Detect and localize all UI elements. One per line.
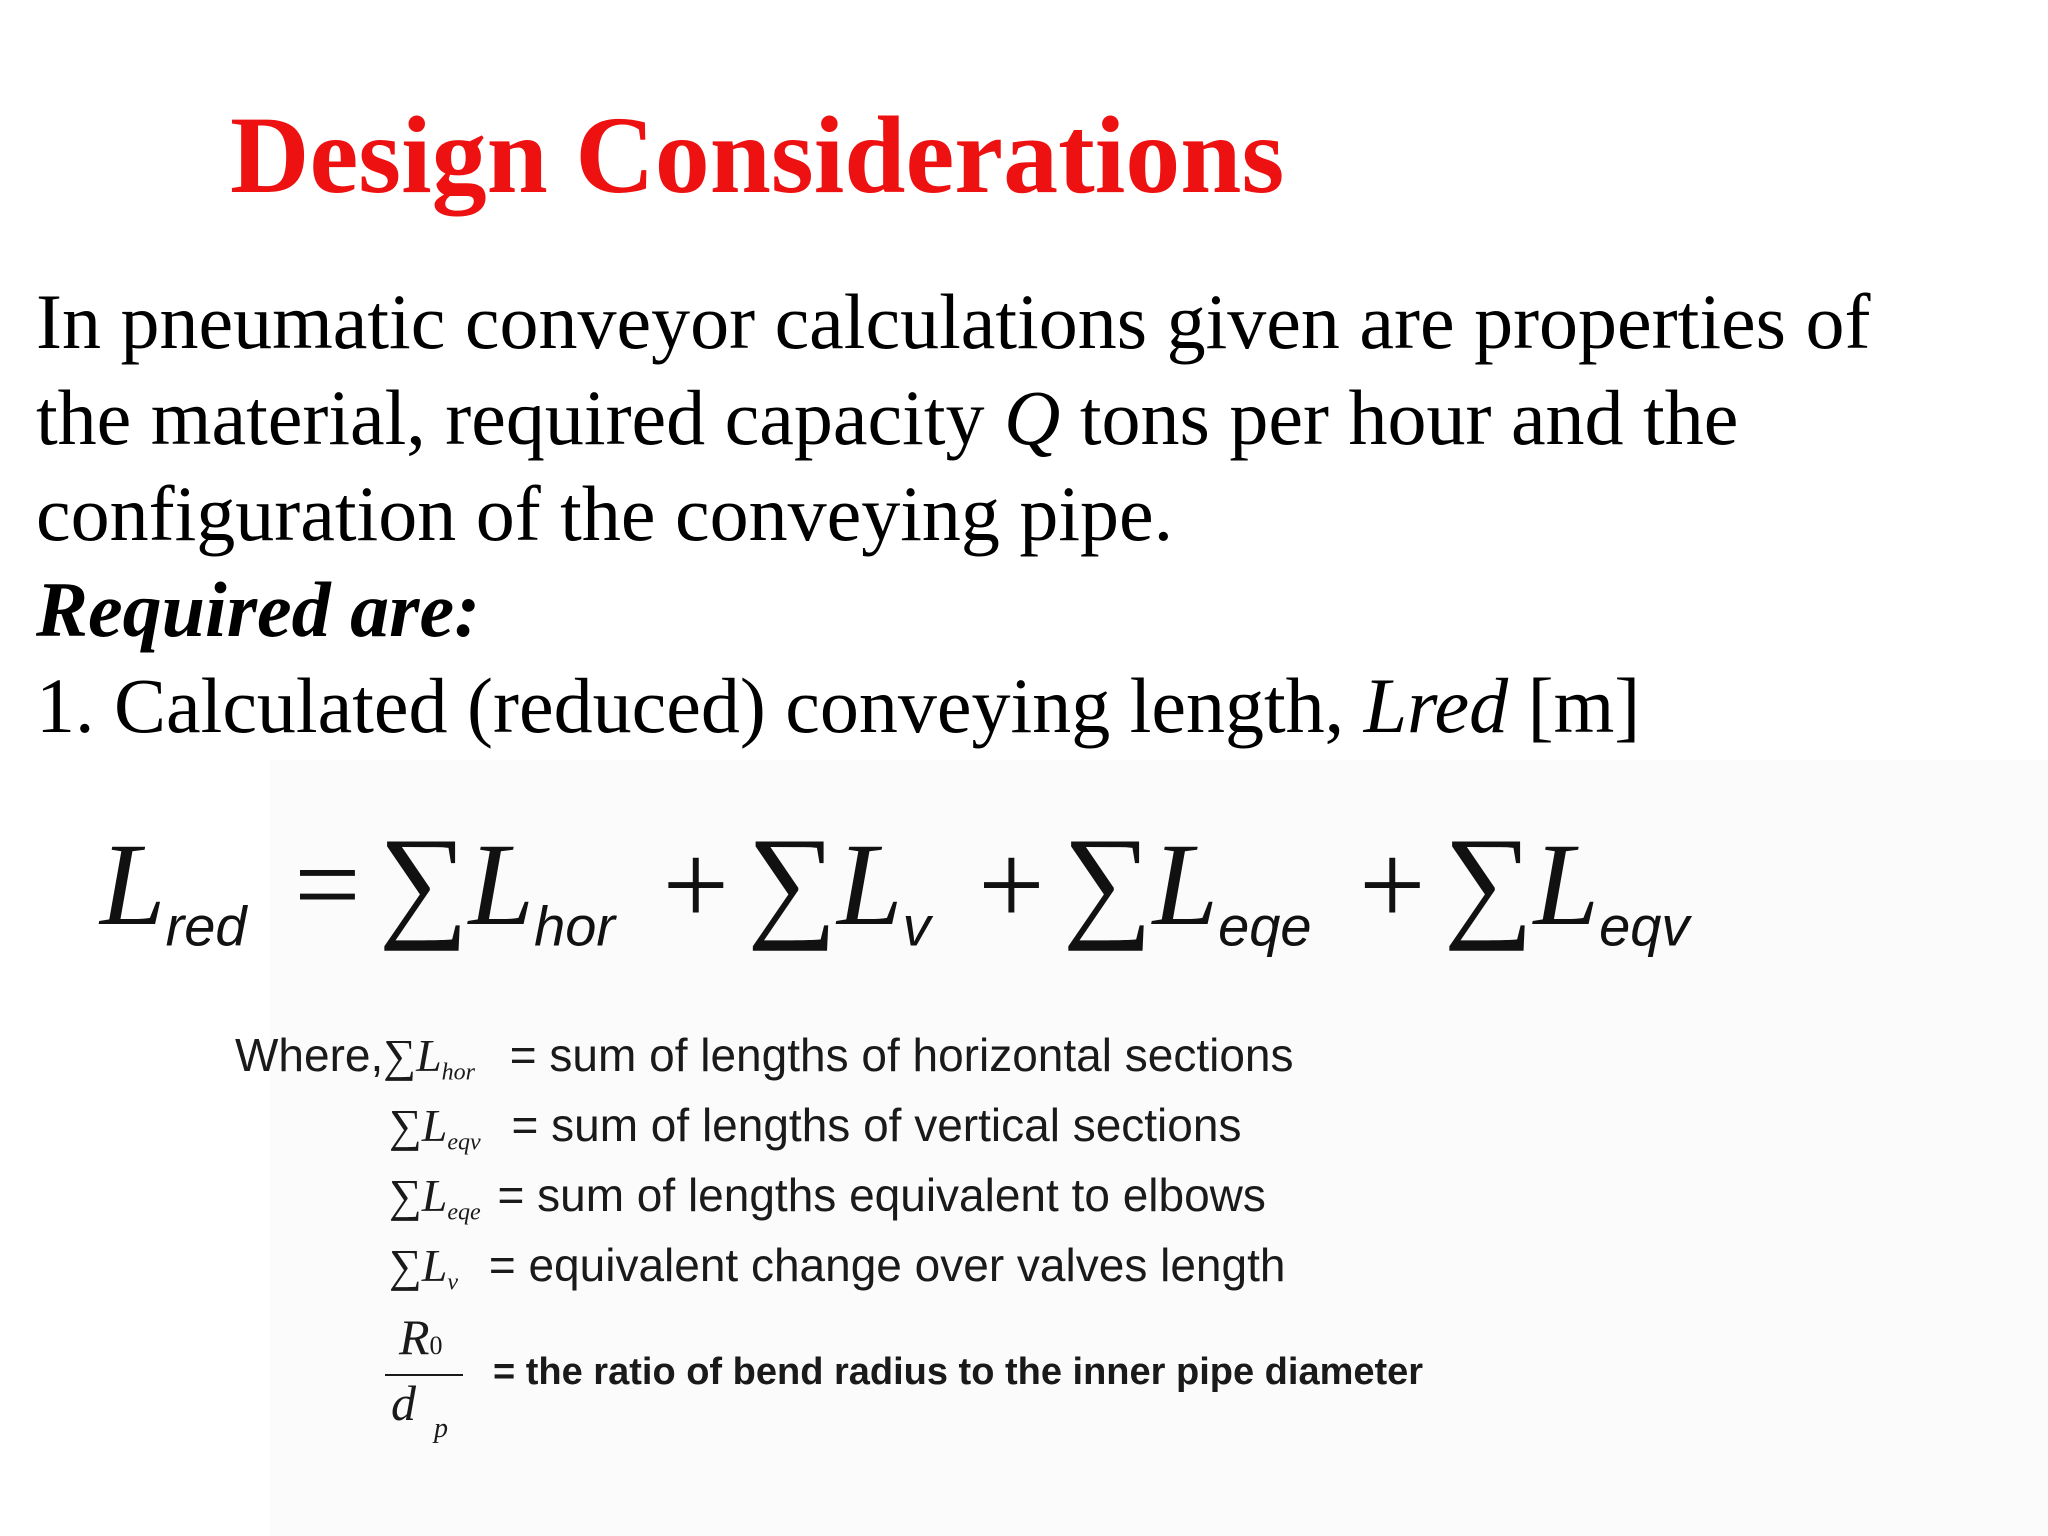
eq-term-3-sub: eqe (1218, 894, 1312, 958)
capacity-symbol: Q (1004, 374, 1061, 461)
eq-term-1-sub: hor (534, 894, 616, 958)
eq-term-3-symbol: L (1152, 819, 1219, 950)
eq-sigma-4: ∑ (1443, 813, 1534, 952)
title-text: Design Considerations (230, 94, 1285, 216)
numerator-subscript: 0 (429, 1331, 443, 1360)
eq-term-1-symbol: L (468, 819, 535, 950)
definition-row-valves (389, 1238, 1285, 1296)
eq-sigma-3: ∑ (1062, 813, 1153, 952)
sigma-symbol: ∑ (389, 1240, 422, 1291)
definition-row-elbows (389, 1168, 1266, 1226)
denominator-subscript: p (434, 1412, 448, 1444)
length-subscript: eqe (447, 1199, 481, 1226)
where-label: Where, (235, 1029, 384, 1081)
length-subscript: hor (441, 1059, 475, 1086)
sigma-symbol: ∑ (383, 1030, 417, 1081)
item-1-unit: [m] (1527, 662, 1641, 749)
item-1 (36, 658, 2026, 754)
definition-text: = sum of lengths of vertical sections (511, 1099, 1242, 1151)
paragraph-line-3: configuration of the conveying pipe. (36, 470, 1174, 557)
eq-sigma-2: ∑ (747, 813, 837, 952)
eq-term-2-symbol: L (836, 819, 903, 950)
eq-lhs-symbol: L (100, 819, 166, 950)
eq-lhs-sub: red (165, 894, 247, 958)
definition-row-horizontal (235, 1028, 1294, 1086)
sigma-symbol: ∑ (389, 1100, 422, 1151)
length-subscript: v (447, 1269, 459, 1296)
length-symbol: L (416, 1030, 442, 1081)
item-1-symbol: Lred (1363, 662, 1509, 749)
definition-text: = equivalent change over valves length (488, 1239, 1286, 1291)
definition-text: = sum of lengths of horizontal sections (509, 1029, 1294, 1081)
bend-ratio-fraction (385, 1308, 465, 1444)
denominator-symbol: d (391, 1375, 416, 1431)
length-subscript: eqv (447, 1129, 481, 1156)
eq-sigma-1: ∑ (378, 813, 469, 952)
fraction-denominator (391, 1374, 448, 1445)
length-symbol: L (421, 1240, 448, 1291)
length-symbol: L (421, 1170, 448, 1221)
eq-term-2-sub: v (902, 894, 931, 958)
eq-plus-2: + (978, 819, 1045, 950)
eq-term-4-sub: eqv (1599, 894, 1690, 958)
length-symbol: L (421, 1100, 448, 1151)
eq-equals: = (294, 819, 361, 950)
fraction-numerator (399, 1308, 443, 1366)
reduced-length-equation (100, 813, 1690, 958)
paragraph-line-2-start: the material, required capacity (36, 374, 985, 461)
page-title (230, 94, 1285, 216)
eq-plus-3: + (1359, 819, 1426, 950)
sigma-symbol: ∑ (389, 1170, 422, 1221)
item-1-prefix: 1. Calculated (reduced) conveying length, (36, 662, 1345, 749)
eq-plus-1: + (662, 819, 730, 950)
required-heading: Required are: (36, 566, 481, 653)
definition-row-vertical (389, 1098, 1241, 1156)
paragraph-line-1: In pneumatic conveyor calculations given are properties of (36, 278, 1871, 365)
bend-ratio-description: = the ratio of bend radius to the inner pipe diameter (493, 1351, 1424, 1393)
eq-term-4-symbol: L (1533, 819, 1600, 950)
definition-text: = sum of lengths equivalent to elbows (497, 1169, 1266, 1221)
numerator-symbol: R (399, 1309, 430, 1365)
paragraph-line-2-end: tons per hour and the (1079, 374, 1739, 461)
paragraph-line-2 (36, 370, 2026, 466)
body-text (36, 274, 2026, 754)
